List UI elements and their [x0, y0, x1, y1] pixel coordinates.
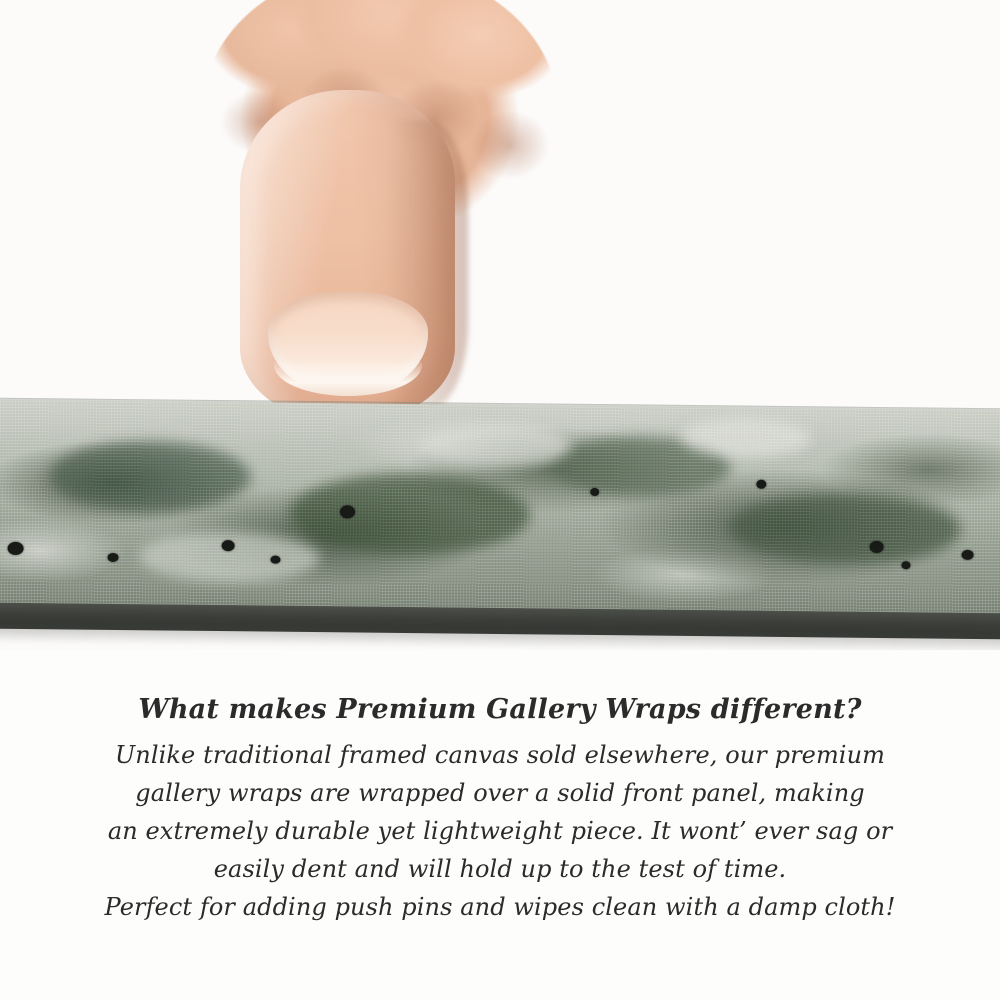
caption-line-2: gallery wraps are wrapped over a solid front panel, making [135, 779, 865, 807]
caption-heading: What makes Premium Gallery Wraps different? [138, 694, 862, 725]
speck [107, 553, 118, 562]
canvas-edge-strip [0, 400, 1000, 626]
caption-line-4: easily dent and will hold up to the test of time. [213, 855, 787, 883]
speck [270, 556, 280, 564]
speck [756, 480, 766, 489]
speck [8, 542, 24, 555]
speck [962, 550, 974, 560]
hand-illustration [140, 0, 560, 440]
caption-line-3: an extremely durable yet lightweight piece. It wont’ ever sag or [107, 817, 893, 845]
speck [901, 561, 910, 569]
speck [340, 505, 355, 518]
speck [590, 488, 599, 496]
canvas-weave-texture [0, 400, 1000, 626]
caption-line-1: Unlike traditional framed canvas sold elsewhere, our premium [114, 741, 885, 769]
speck [222, 540, 235, 551]
knuckle-shadow [470, 110, 550, 180]
caption-block [0, 690, 1000, 926]
caption-line-5: Perfect for adding push pins and wipes clean with a damp cloth! [104, 893, 896, 921]
speck [870, 541, 884, 553]
